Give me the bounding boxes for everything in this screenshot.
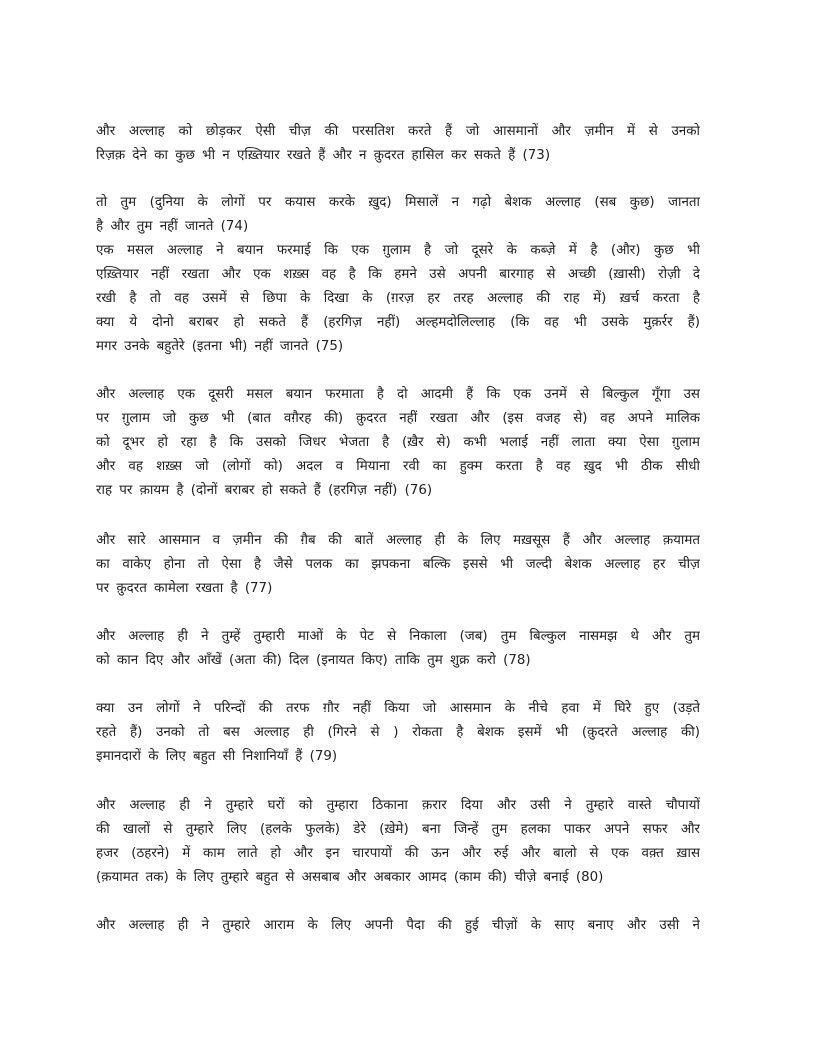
- text-line: की खालों से तुम्हारे लिए (हलके फुलके) डेरे (ख़ेमे) बना जिन्हें तुम हलका पाकर अपने सफर और: [96, 822, 700, 837]
- paragraph-verse-81-start: [96, 914, 700, 938]
- text-line: हजर (ठहरने) में काम लाते हो और इन चारपायों की ऊन और रुई और बालो से एक वक़्त ख़ास: [96, 846, 700, 861]
- paragraph-verse-79: [96, 697, 700, 769]
- text-line: एख़्तियार नहीं रखता और एक शख़्स वह है कि हमने उसे अपनी बारगाह से अच्छी (ख़ासी) रोज़ी दे: [96, 267, 700, 282]
- text-line: और अल्लाह एक दूसरी मसल बयान फरमाता है दो आदमी हैं कि एक उनमें से बिल्कुल गूँगा उस: [96, 387, 700, 402]
- text-line: और अल्लाह ही ने तुम्हारे घरों को तुम्हारा ठिकाना क़रार दिया और उसी ने तुम्हारे वास्ते चौपायों: [96, 798, 700, 813]
- text-line: और सारे आसमान व ज़मीन की ग़ैब की बातें अल्लाह ही के लिए मख़सूस हैं और अल्लाह क़यामत: [96, 533, 700, 548]
- text-line: को दूभर हो रहा है कि उसको जिधर भेजता है (ख़ैर से) कभी भलाई नहीं लाता क्या ऐसा ग़ुलाम: [96, 435, 700, 450]
- text-line: एक मसल अल्लाह ने बयान फरमाई कि एक ग़ुलाम है जो दूसरे के कब्ज़े में है (और) कुछ भी: [96, 243, 700, 258]
- text-line: रखी है तो वह उसमें से छिपा के दिखा के (ग़रज़ हर तरह अल्लाह की राह में) ख़र्च करता है: [96, 291, 700, 306]
- paragraph-verse-76: [96, 383, 700, 503]
- text-line: राह पर क़ायम है (दोनों बराबर हो सकते हैं (हरगिज़ नहीं) (76): [96, 483, 433, 498]
- text-line: और अल्लाह ही ने तुम्हारे आराम के लिए अपनी पैदा की हुई चीज़ों के साए बनाए और उसी ने: [96, 918, 700, 933]
- text-line: तो तुम (दुनिया के लोगों पर कयास करके ख़ुद) मिसालें न गढ़ो बेशक अल्लाह (सब कुछ) जानता: [96, 195, 700, 210]
- text-line: क्या ये दोनो बराबर हो सकते हैं (हरगिज़ नहीं) अल्हमदोलिल्लाह (कि वह भी उसके मुक़र्रर हैं): [96, 315, 700, 330]
- text-line: का वाकेए होना तो ऐसा है जैसे पलक का झपकना बल्कि इससे भी जल्दी बेशक अल्लाह हर चीज़: [96, 557, 700, 572]
- paragraph-verse-75: [96, 239, 700, 359]
- paragraph-verse-73: [96, 120, 700, 168]
- paragraph-verse-74: [96, 191, 700, 239]
- text-line: पर क़ुदरत कामेला रखता है (77): [96, 581, 273, 596]
- text-line: और अल्लाह को छोड़कर ऐसी चीज़ की परसतिश करते हैं जो आसमानों और ज़मीन में से उनको: [96, 124, 700, 139]
- text-line: है और तुम नहीं जानते (74): [96, 219, 249, 234]
- text-line: रहते हैं) उनको तो बस अल्लाह ही (गिरने से ) रोकता है बेशक इसमें भी (क़ुदरते अल्लाह की): [96, 725, 700, 740]
- text-line: रिज़क़ देने का कुछ भी न एख़्तियार रखते हैं और न क़ुदरत हासिल कर सकते हैं (73): [96, 148, 551, 163]
- text-line: (क़यामत तक) के लिए तुम्हारे बहुत से असबाब और अबकार आमद (काम की) चीज़े बनाई (80): [96, 870, 604, 885]
- paragraph-verse-80: [96, 794, 700, 890]
- text-line: इमानदारों के लिए बहुत सी निशानियाँ हैं (79): [96, 749, 338, 764]
- text-line: को कान दिए और आँखें (अता की) दिल (इनायत किए) ताकि तुम शुक्र करो (78): [96, 653, 531, 668]
- text-line: और वह शख़्स जो (लोगों को) अदल व मियाना रवी का हुक्म करता है वह ख़ुद भी ठीक सीधी: [96, 459, 700, 474]
- text-line: मगर उनके बहुतेरे (इतना भी) नहीं जानते (75): [96, 339, 344, 354]
- paragraph-verse-78: [96, 625, 700, 673]
- text-line: और अल्लाह ही ने तुम्हें तुम्हारी माओं के पेट से निकाला (जब) तुम बिल्कुल नासमझ थे और तुम: [96, 629, 700, 644]
- text-line: क्या उन लोगों ने परिन्दों की तरफ ग़ौर नहीं किया जो आसमान के नीचे हवा में घिरे हुए (उड़ते: [96, 701, 700, 716]
- paragraph-verse-77: [96, 529, 700, 601]
- text-line: पर ग़ुलाम जो कुछ भी (बात वग़ैरह की) क़ुदरत नहीं रखता और (इस वजह से) वह अपने मालिक: [96, 411, 700, 426]
